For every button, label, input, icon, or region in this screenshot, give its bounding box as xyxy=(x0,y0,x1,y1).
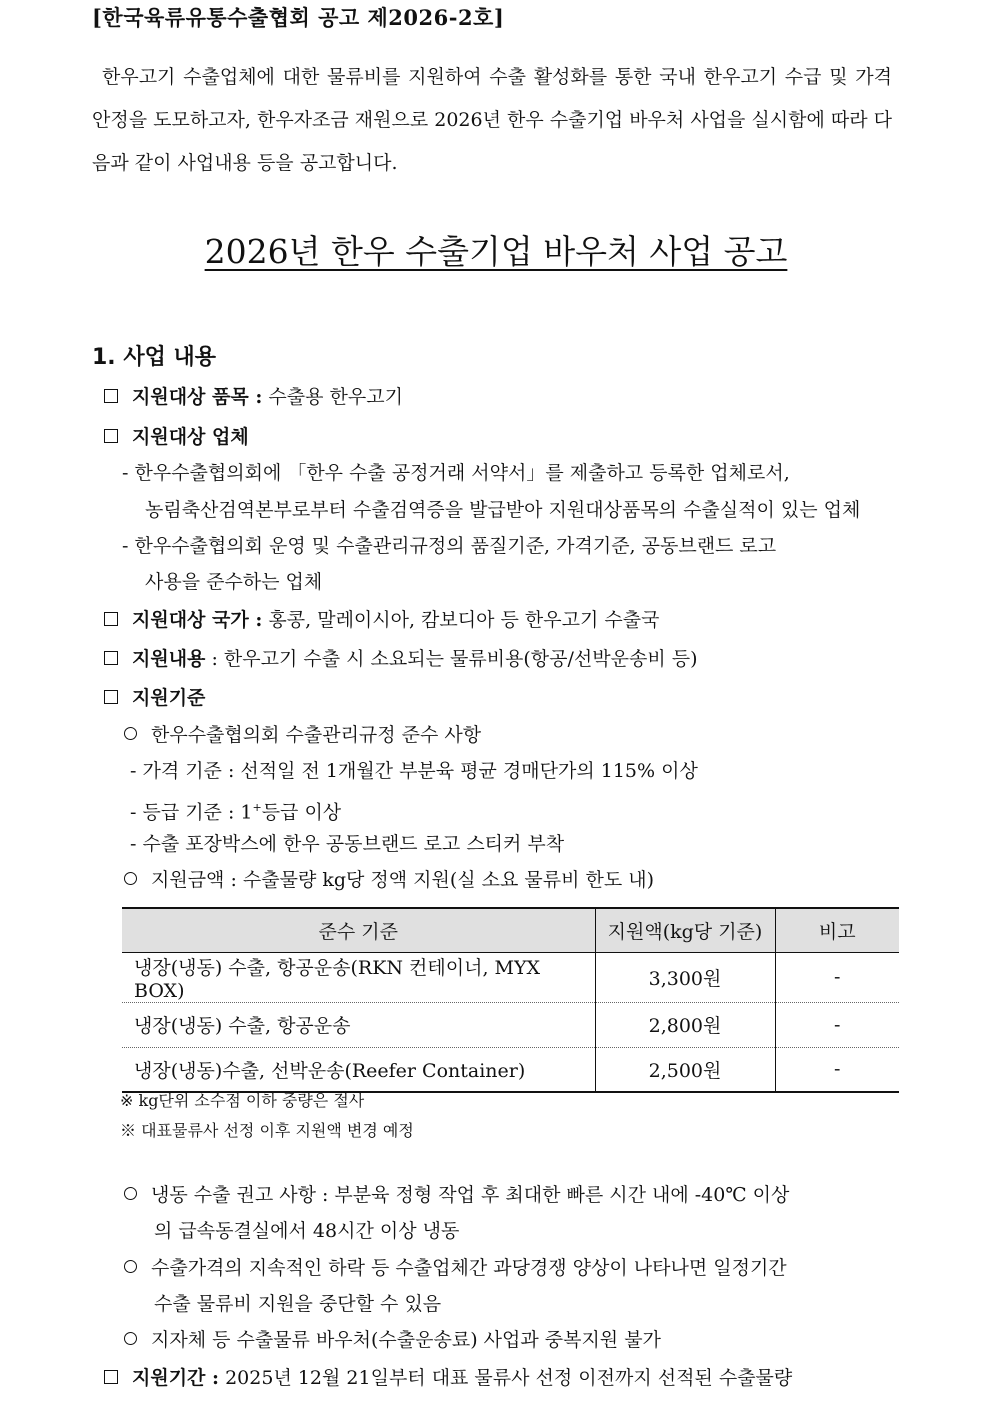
criteria-grade-prefix: - 등급 기준 : 1 xyxy=(130,801,253,824)
square-bullet-icon xyxy=(104,612,118,626)
table-row xyxy=(122,952,899,1002)
table-cell-remarks: - xyxy=(775,1002,899,1047)
table-header-criteria: 준수 기준 xyxy=(122,908,595,952)
table-cell-criteria: 냉장(냉동) 수출, 항공운송 xyxy=(122,1002,595,1047)
notice-number: [한국육류유통수출협회 공고 제2026-2호] xyxy=(92,5,505,30)
freeze-recommendation-line2: 의 급속동결실에서 48시간 이상 냉동 xyxy=(154,1220,460,1242)
company-condition-2-line1: - 한우수출협의회 운영 및 수출관리규정의 품질기준, 가격기준, 공동브랜드 로고 xyxy=(122,535,777,557)
table-cell-criteria: 냉장(냉동) 수출, 항공운송(RKN 컨테이너, MYX BOX) xyxy=(122,952,595,1002)
item-support-period xyxy=(104,1365,792,1391)
item-support-product xyxy=(104,384,403,410)
intro-paragraph: 한우고기 수출업체에 대한 물류비를 지원하여 수출 활성화를 통한 국내 한우고기 수급 및 가격 안정을 도모하고자, 한우자조금 재원으로 2026년 한우 수출기업 바우처 사업을 실시함에 따라 다음과 같이 사업내용 등을 공고합니다. xyxy=(92,66,892,174)
circle-bullet-icon xyxy=(124,1260,137,1273)
criteria-amount xyxy=(124,867,654,893)
freeze-recommendation-line1 xyxy=(124,1182,789,1208)
price-drop-notice-line2: 수출 물류비 지원을 중단할 수 있음 xyxy=(154,1293,442,1315)
table-header-amount: 지원액(kg당 기준) xyxy=(595,908,775,952)
table-header-remarks: 비고 xyxy=(775,908,899,952)
circle-bullet-icon xyxy=(124,872,137,885)
item-value: : 한우고기 수출 시 소요되는 물류비용(항공/선박운송비 등) xyxy=(211,648,698,670)
price-drop-notice-line1 xyxy=(124,1255,787,1281)
circle-bullet-icon xyxy=(124,1187,137,1200)
criteria-grade-plus: + xyxy=(252,801,262,814)
duplicate-support-text: 지자체 등 수출물류 바우처(수출운송료) 사업과 중복지원 불가 xyxy=(151,1329,661,1351)
circle-bullet-icon xyxy=(124,727,137,740)
table-cell-remarks: - xyxy=(775,952,899,1002)
circle-bullet-icon xyxy=(124,1332,137,1345)
square-bullet-icon xyxy=(104,690,118,704)
criteria-price: - 가격 기준 : 선적일 전 1개월간 부분육 평균 경매단가의 115% 이상 xyxy=(130,760,698,782)
item-label: 지원기준 xyxy=(132,687,206,709)
item-value: 수출용 한우고기 xyxy=(268,386,403,408)
table-row xyxy=(122,1002,899,1047)
item-label: 지원대상 업체 xyxy=(132,426,249,448)
document-title-text: 2026년 한우 수출기업 바우처 사업 공고 xyxy=(204,232,788,271)
item-support-country xyxy=(104,607,659,633)
criteria-sticker: - 수출 포장박스에 한우 공동브랜드 로고 스티커 부착 xyxy=(130,833,565,855)
item-support-criteria xyxy=(104,685,205,711)
square-bullet-icon xyxy=(104,389,118,403)
table-cell-amount: 2,500원 xyxy=(595,1047,775,1092)
criteria-grade-suffix: 등급 이상 xyxy=(261,801,342,824)
item-label: 지원대상 국가 : xyxy=(132,609,263,631)
square-bullet-icon xyxy=(104,429,118,443)
company-condition-2-line2: 사용을 준수하는 업체 xyxy=(145,571,323,593)
table-cell-amount: 3,300원 xyxy=(595,952,775,1002)
table-note-1: ※ kg단위 소수점 이하 중량은 절사 xyxy=(120,1091,365,1110)
item-label: 지원내용 xyxy=(132,648,206,670)
table-header-row xyxy=(122,908,899,952)
company-condition-1-line2: 농림축산검역본부로부터 수출검역증을 발급받아 지원대상품목의 수출실적이 있는 업체 xyxy=(145,499,861,521)
document-title xyxy=(0,226,992,273)
square-bullet-icon xyxy=(104,1370,118,1384)
criteria-grade xyxy=(130,795,341,825)
item-label: 지원기간 : xyxy=(132,1367,220,1389)
criteria-compliance xyxy=(124,722,481,748)
freeze-recommendation-text: 냉동 수출 권고 사항 : 부분육 정형 작업 후 최대한 빠른 시간 내에 -40℃ 이상 xyxy=(151,1184,790,1206)
duplicate-support-notice xyxy=(124,1327,661,1353)
table-note-2: ※ 대표물류사 선정 이후 지원액 변경 예정 xyxy=(120,1121,414,1140)
table-cell-remarks: - xyxy=(775,1047,899,1092)
company-condition-1-line1: - 한우수출협의회에 「한우 수출 공정거래 서약서」를 제출하고 등록한 업체로서, xyxy=(122,462,790,484)
square-bullet-icon xyxy=(104,651,118,665)
support-amount-table xyxy=(122,907,899,1093)
item-support-company xyxy=(104,424,249,450)
table-cell-amount: 2,800원 xyxy=(595,1002,775,1047)
item-support-content xyxy=(104,646,697,672)
item-label: 지원대상 품목 : xyxy=(132,386,263,408)
table-cell-criteria: 냉장(냉동)수출, 선박운송(Reefer Container) xyxy=(122,1047,595,1092)
table-row xyxy=(122,1047,899,1092)
price-drop-notice-text: 수출가격의 지속적인 하락 등 수출업체간 과당경쟁 양상이 나타나면 일정기간 xyxy=(151,1257,787,1279)
criteria-compliance-text: 한우수출협의회 수출관리규정 준수 사항 xyxy=(151,724,482,746)
item-value: 홍콩, 말레이시아, 캄보디아 등 한우고기 수출국 xyxy=(268,609,660,631)
item-value: 2025년 12월 21일부터 대표 물류사 선정 이전까지 선적된 수출물량 xyxy=(225,1367,793,1389)
section-heading: 1. 사업 내용 xyxy=(92,345,216,370)
criteria-amount-text: 지원금액 : 수출물량 kg당 정액 지원(실 소요 물류비 한도 내) xyxy=(151,869,655,891)
